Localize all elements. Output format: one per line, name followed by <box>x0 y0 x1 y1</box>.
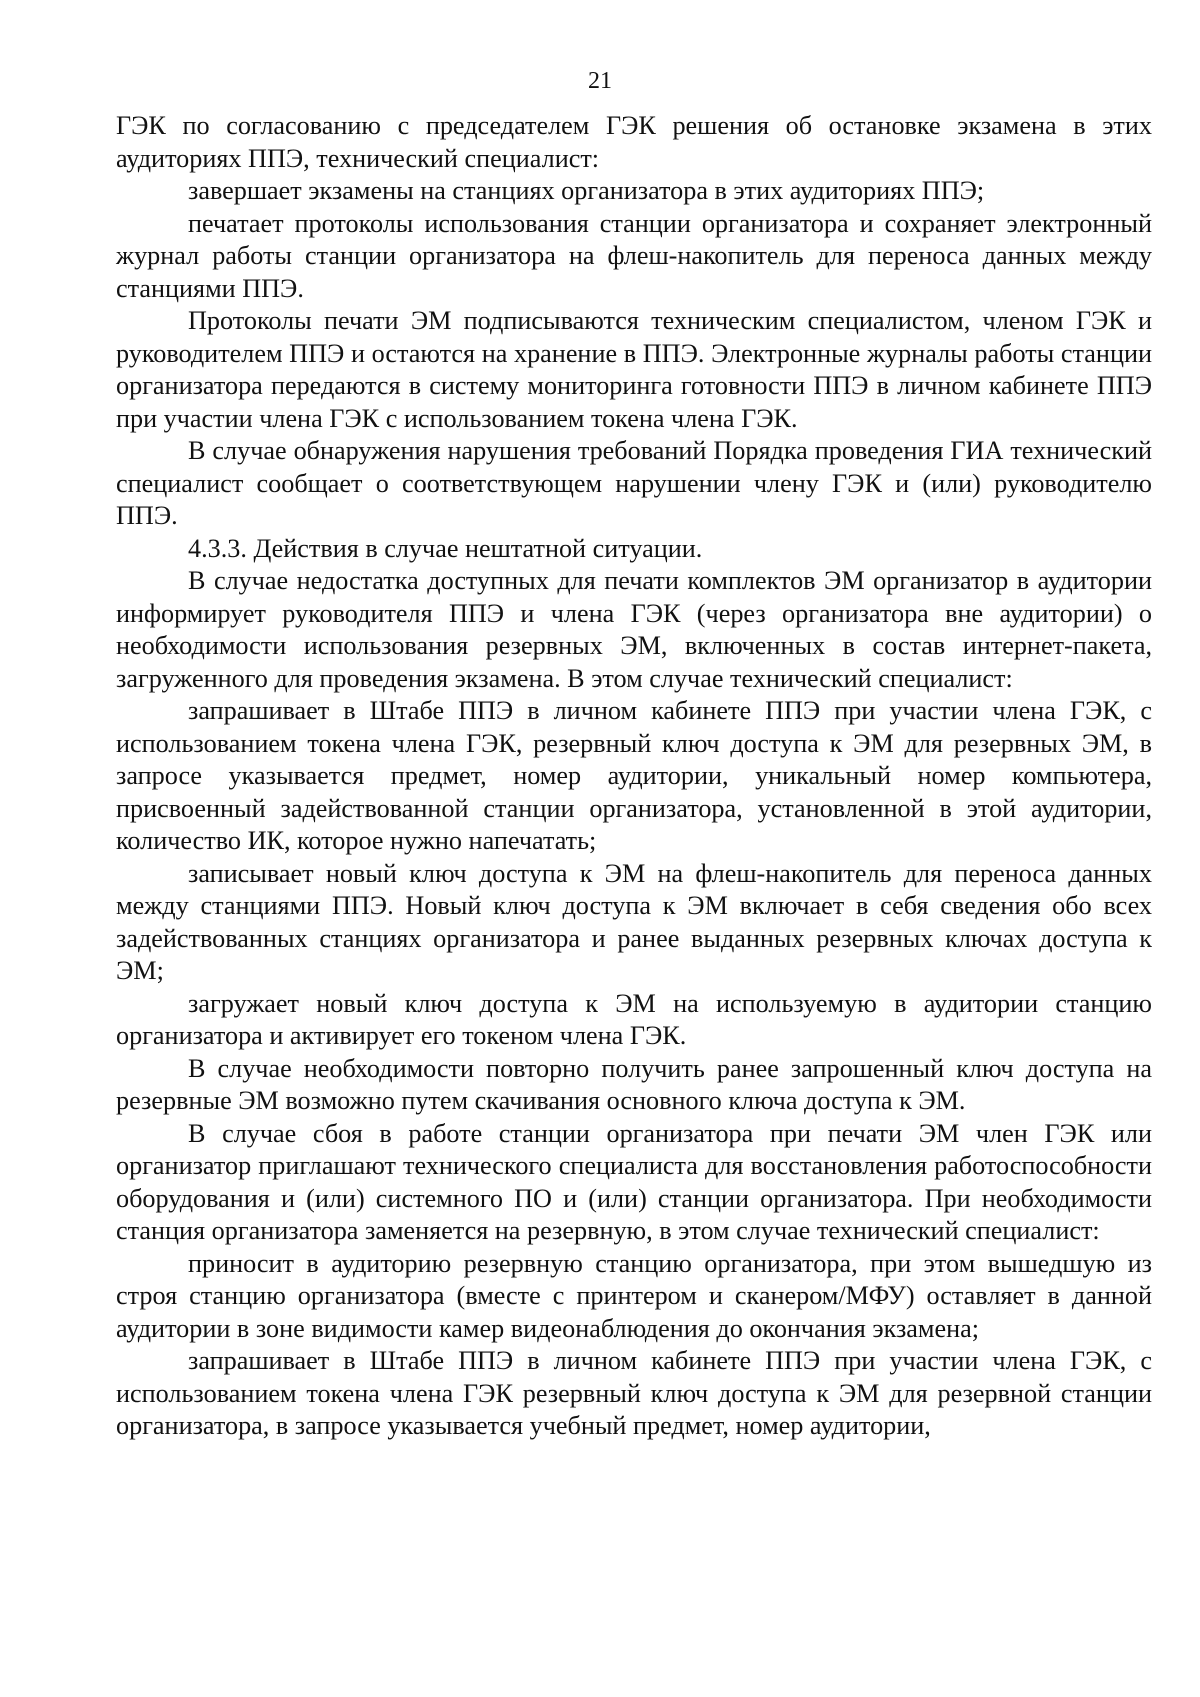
document-body <box>116 110 1152 1443</box>
paragraph: записывает новый ключ доступа к ЭМ на флеш-накопитель для переноса данных между станциями ППЭ. Новый ключ доступа к ЭМ включает в себя сведения обо всех задействованных станциях организатора и ранее выданных резервных ключах доступа к ЭМ; <box>116 858 1152 985</box>
section-heading: 4.3.3. Действия в случае нештатной ситуации. <box>188 533 703 563</box>
paragraph: приносит в аудиторию резервную станцию организатора, при этом вышедшую из строя станцию организатора (вместе с принтером и сканером/МФУ) оставляет в данной аудитории в зоне видимости камер видеонаблюдения до окончания экзамена; <box>116 1248 1152 1343</box>
paragraph: В случае сбоя в работе станции организатора при печати ЭМ член ГЭК или организатор приглашают технического специалиста для восстановления работоспособности оборудования и (или) системного ПО и (или) станции организатора. При необходимости станция организатора заменяется на резервную, в этом случае технический специалист: <box>116 1118 1152 1245</box>
paragraph: завершает экзамены на станциях организатора в этих аудиториях ППЭ; <box>188 176 985 205</box>
paragraph: В случае обнаружения нарушения требований Порядка проведения ГИА технический специалист сообщает о соответствующем нарушении члену ГЭК и (или) руководителю ППЭ. <box>116 436 1152 530</box>
paragraph: В случае необходимости повторно получить ранее запрошенный ключ доступа на резервные ЭМ возможно путем скачивания основного ключа доступа к ЭМ. <box>116 1053 1152 1115</box>
paragraph: Протоколы печати ЭМ подписываются техническим специалистом, членом ГЭК и руководителем ППЭ и остаются на хранение в ППЭ. Электронные журналы работы станции организатора передаются в систему мониторинга готовности ППЭ в личном кабинете ППЭ при участии члена ГЭК с использованием токена члена ГЭК. <box>116 306 1152 433</box>
paragraph: запрашивает в Штабе ППЭ в личном кабинете ППЭ при участии члена ГЭК, с использованием токена члена ГЭК, резервный ключ доступа к ЭМ для резервных ЭМ, в запросе указывается предмет, номер аудитории, уникальный номер компьютера, присвоенный задействованной станции организатора, установленной в этой аудитории, количество ИК, которое нужно напечатать; <box>116 696 1152 855</box>
paragraph: В случае недостатка доступных для печати комплектов ЭМ организатор в аудитории информирует руководителя ППЭ и члена ГЭК (через организатора вне аудитории) о необходимости использования резервных ЭМ, включенных в состав интернет-пакета, загруженного для проведения экзамена. В этом случае технический специалист: <box>116 566 1152 693</box>
paragraph: запрашивает в Штабе ППЭ в личном кабинете ППЭ при участии члена ГЭК, с использованием токена члена ГЭК резервный ключ доступа к ЭМ для резервной станции организатора, в запросе указывается учебный предмет, номер аудитории, <box>116 1346 1152 1440</box>
page-number: 21 <box>588 68 612 94</box>
paragraph: печатает протоколы использования станции организатора и сохраняет электронный журнал работы станции организатора на флеш-накопитель для переноса данных между станциями ППЭ. <box>116 208 1152 303</box>
paragraph: загружает новый ключ доступа к ЭМ на используемую в аудитории станцию организатора и активирует его токеном члена ГЭК. <box>116 988 1152 1050</box>
paragraph: ГЭК по согласованию с председателем ГЭК решения об остановке экзамена в этих аудиториях ППЭ, технический специалист: <box>116 111 1152 173</box>
